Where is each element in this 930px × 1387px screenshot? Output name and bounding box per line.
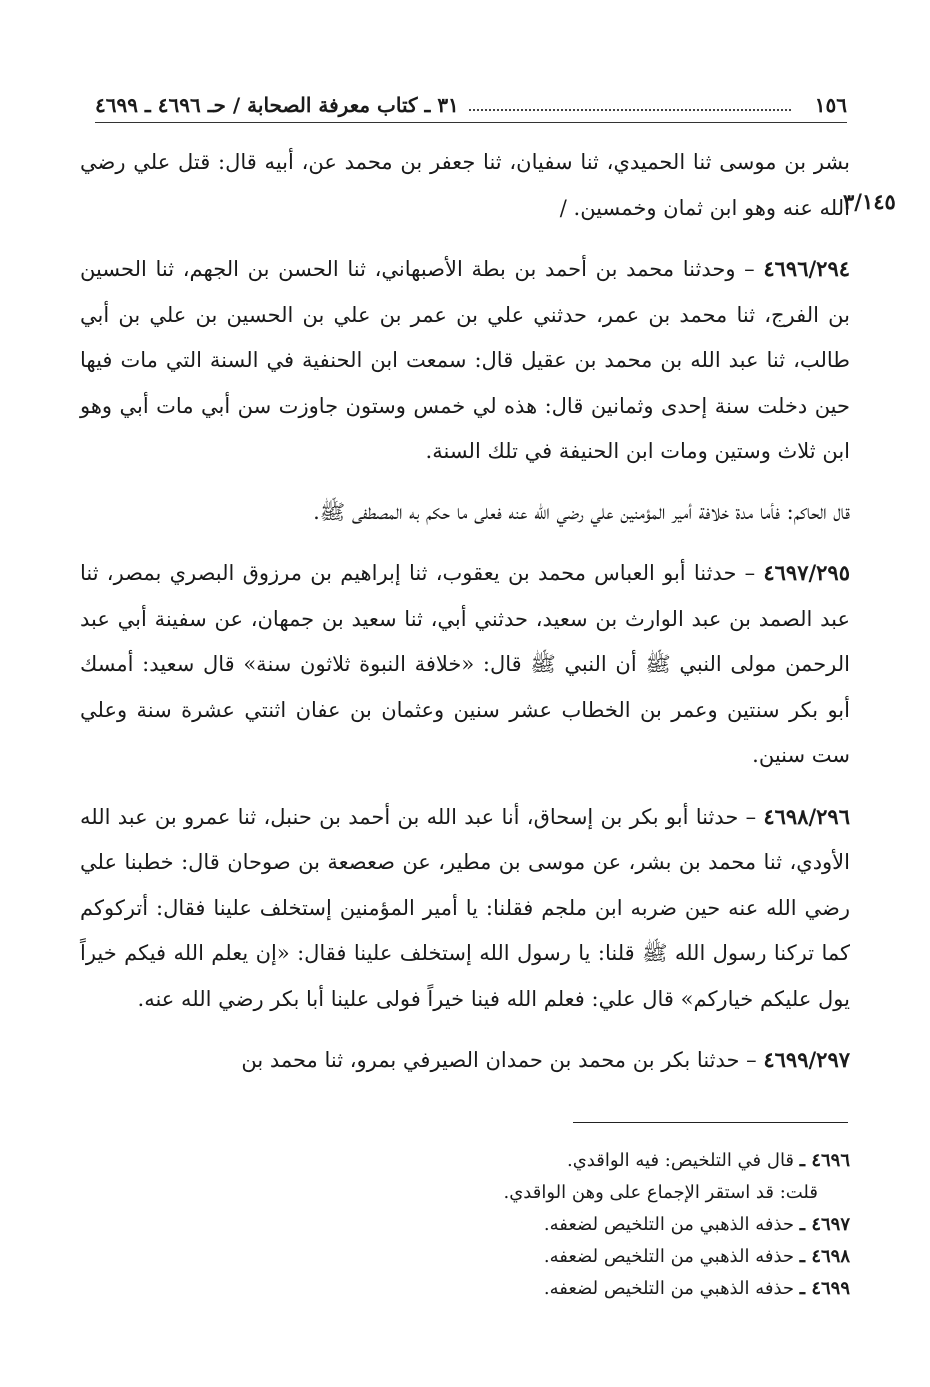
hadith-text: – حدثنا أبو بكر بن إسحاق، أنا عبد الله بن أحمد بن حنبل، ثنا عمرو بن عبد الله الأودي، ثنا محمد بن بشر، عن موسى بن مطير، عن صعصعة بن صوحان قال: خطبنا علي رضي الله عنه حين ضربه ابن ملجم فقلنا: يا أمير المؤمنين إستخلف علينا فقال: أتركوكم كما تركنا رسول الله ﷺ قلنا: يا رسول الله إستخلف علينا فقال: «إن يعلم الله فيكم خيراً يول عليكم خياركم» قال علي: فعلم الله فينا خيراً فولى علينا أبا بكر رضي الله عنه.	[80, 804, 850, 1011]
footnote-number: ٤٦٩٦ ـ	[799, 1150, 850, 1171]
volume-page-marker: ٣/١٤٥	[843, 189, 896, 214]
paragraph-text: قال الحاكم: فأما مدة خلافة أمير المؤمنين علي رضي الله عنه فعلى ما حكم به المصطفى ﷺ.	[313, 499, 850, 524]
paragraph-text: بشر بن موسى ثنا الحميدي، ثنا سفيان، ثنا جعفر بن محمد عن، أبيه قال: قتل علي رضي الله عنه وهو ابن ثمان وخمسين. /	[80, 150, 850, 220]
footnote-text: حذفه الذهبي من التلخيص لضعفه.	[543, 1278, 795, 1299]
main-text	[80, 140, 850, 1099]
footnote	[300, 1273, 850, 1305]
footnote	[300, 1241, 850, 1273]
hadith-entry	[80, 1037, 850, 1084]
running-header	[95, 88, 847, 123]
hadith-entry	[80, 794, 850, 1023]
hadith-text: – وحدثنا محمد بن أحمد بن بطة الأصبهاني، ثنا الحسن بن الجهم، ثنا الحسين بن الفرج، ثنا محمد بن عمر، حدثني علي بن عمر بن علي بن الحسين بن علي بن أبي طالب، ثنا عبد الله بن محمد بن عقيل قال: سمعت ابن الحنفية في السنة التي مات فيها حين دخلت سنة إحدى وثمانين قال: هذه لي خمس وستون جاوزت سن أبي مات أبي وهو ابن ثلاث وستين ومات ابن الحنيفة في تلك السنة.	[80, 257, 850, 463]
paragraph	[80, 490, 850, 536]
header-leader-dots	[469, 99, 791, 111]
hadith-number: ٤٦٩٨/٢٩٦	[763, 803, 850, 829]
footnote-number: ٤٦٩٩ ـ	[799, 1278, 850, 1299]
footnote-text: قال في التلخيص: فيه الواقدي.	[567, 1150, 795, 1171]
footnote-number: ٤٦٩٨ ـ	[799, 1246, 850, 1267]
hadith-number: ٤٦٩٦/٢٩٤	[763, 256, 850, 281]
hadith-text: – حدثنا بكر بن محمد بن حمدان الصيرفي بمرو، ثنا محمد بن	[241, 1048, 757, 1072]
footnote	[300, 1177, 850, 1209]
header-title: ٣١ ـ كتاب معرفة الصحابة / حـ ٤٦٩٦ ـ ٤٦٩٩	[95, 93, 459, 117]
footnote-separator	[573, 1122, 848, 1123]
footnote-text: حذفه الذهبي من التلخيص لضعفه.	[543, 1214, 795, 1235]
paragraph	[80, 140, 850, 231]
footnote-text: حذفه الذهبي من التلخيص لضعفه.	[543, 1246, 795, 1267]
hadith-entry	[80, 246, 850, 475]
footnotes	[300, 1145, 850, 1305]
footnote-text: قلت: قد استقر الإجماع على وهن الواقدي.	[503, 1182, 818, 1203]
hadith-entry	[80, 550, 850, 779]
page-number: ١٥٦	[814, 93, 847, 117]
footnote-number: ٤٦٩٧ ـ	[799, 1214, 850, 1235]
footnote	[300, 1209, 850, 1241]
hadith-number: ٤٦٩٩/٢٩٧	[763, 1047, 850, 1072]
hadith-number: ٤٦٩٧/٢٩٥	[763, 560, 850, 585]
hadith-text: – حدثنا أبو العباس محمد بن يعقوب، ثنا إبراهيم بن مرزوق البصري بمصر، ثنا عبد الصمد بن عبد الوارث بن سعيد، حدثني أبي، ثنا سعيد بن جمهان، عن سفينة أبي عبد الرحمن مولى النبي ﷺ أن النبي ﷺ قال: «خلافة النبوة ثلاثون سنة» قال سعيد: أمسك أبو بكر سنتين وعمر بن الخطاب عشر سنين وعثمان بن عفان اثنتي عشرة سنة وعلي ست سنين.	[80, 561, 850, 767]
footnote	[300, 1145, 850, 1177]
